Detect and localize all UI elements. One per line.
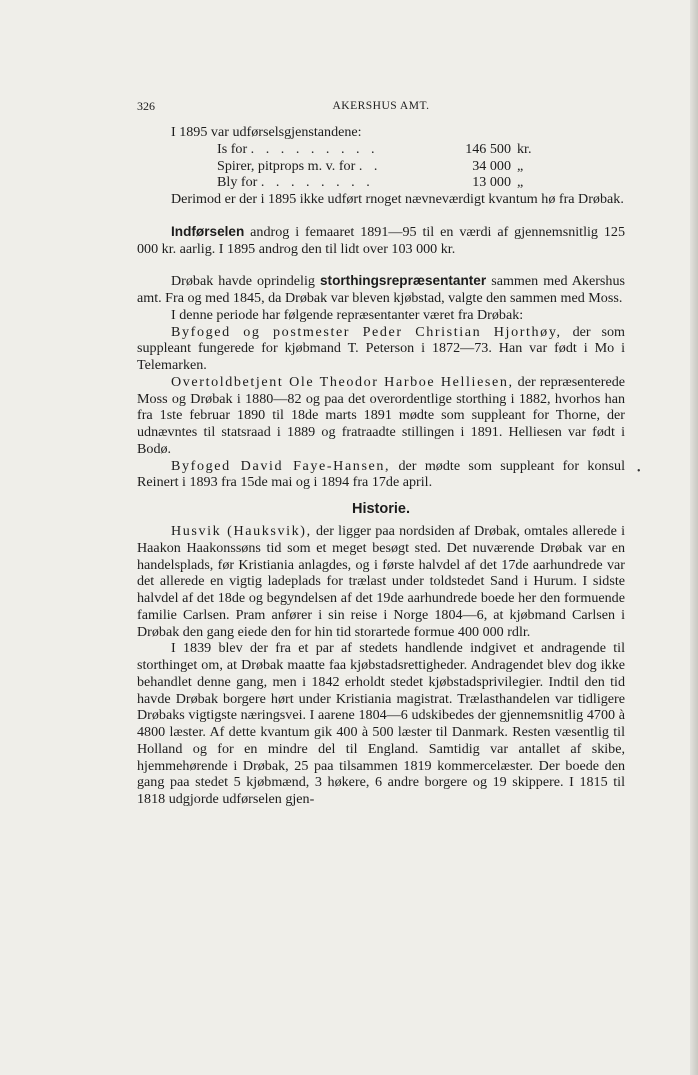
export-amount: 146 500 xyxy=(465,140,511,157)
place-name: Husvik (Hauksvik), xyxy=(171,523,312,539)
exports-intro: I 1895 var udførselsgjenstandene: xyxy=(171,124,362,140)
representative-entry: Byfoged og postmester Peder Christian Hjorthøy, der som suppleant fungerede for kjøbmand T. Peterson i 1872—73. Han var født i Mo i Telemarken. xyxy=(137,323,625,373)
export-label: Is for . . . . . . . . . xyxy=(217,140,379,157)
representative-name: Overtoldbetjent Ole Theodor Harboe Helliesen, xyxy=(171,373,514,390)
running-title: AKERSHUS AMT. xyxy=(332,100,430,112)
running-head xyxy=(137,99,625,117)
export-unit: „ xyxy=(517,174,524,191)
history-paragraph: Husvik (Hauksvik), der ligger paa nordsiden af Drøbak, omtales allerede i Haakon Haakonssøns tid som et meget besøgt sted. Det nuværende Drøbak var en handelsplads, før Kristiania anlagdes, og i første halvdel af det 17de aarhundrede var det allerede en vigtig ladeplads for trælast under toldstedet Sand i Hurum. I sidste halvdel af det 18de og begyndelsen af det 19de aarhundrede boede her den formuende familie Carlsen. Pram anfører i sin reise i Norge 1804—6, at kjøbmand Carlsen i Drøbak den gang eiede den for hin tid storartede formue 400 000 rdlr. xyxy=(137,523,625,640)
import-term: Indførselen xyxy=(171,223,245,239)
representatives-list-intro: I denne periode har følgende repræsentanter været fra Drøbak: xyxy=(171,306,524,323)
representatives-intro: Drøbak havde oprindelig storthingsrepræsentanter sammen med Akershus amt. Fra og med 1845, da Drøbak var bleven kjøbstad, valgte den sammen med Moss. xyxy=(137,273,625,306)
page-number: 326 xyxy=(137,99,155,113)
export-amount: 13 000 xyxy=(472,174,511,191)
representative-name: Byfoged og postmester Peder Christian Hjorthøy, xyxy=(171,323,562,340)
import-paragraph: Indførselen androg i femaaret 1891—95 til en værdi af gjennemsnitlig 125 000 kr. aarlig. I 1895 androg den til lidt over 103 000 kr. xyxy=(137,223,625,257)
export-unit: kr. xyxy=(517,140,532,157)
print-speck: • xyxy=(637,466,641,477)
representatives-term: storthingsrepræsentanter xyxy=(319,273,487,289)
history-paragraph: I 1839 blev der fra et par af stedets handlende indgivet et andragende til storthinget om, at Drøbak maatte faa kjøbstadsrettigheder. Andragendet blev dog ikke behandlet denne gang, men i 1842 erholdt stedet kjøbstadsprivilegier. Indtil den tid havde Drøbak borgere hørt under Kristiania magistrat. Trælasthandelen var tidligere Drøbaks vigtigste næringsvei. I aarene 1804—6 udskibedes der gjennemsnitlig 4700 à 4800 læster. Af dette kvantum gik 400 à 500 læster til Danmark. Resten væsentlig til Holland og for en mindre del til England. Samtidig var antallet af skibe, hjemmehørende i Drøbak, 25 paa tilsammen 1819 kommercelæster. Der boede den gang paa stedet 5 kjøbmænd, 3 høkere, 6 andre borgere og 19 skippere. I 1815 til 1818 udgjorde udførselen gjen- xyxy=(137,640,625,807)
export-row xyxy=(217,158,625,175)
representative-entry: Byfoged David Faye-Hansen, der mødte som suppleant for konsul Reinert i 1893 fra 15de mai og i 1894 fra 17de april. xyxy=(137,457,625,491)
export-row xyxy=(217,141,625,158)
exports-note: Derimod er der i 1895 ikke udført rnoget nævneværdigt kvantum hø fra Drøbak. xyxy=(171,191,624,207)
representative-name: Byfoged David Faye-Hansen, xyxy=(171,457,391,474)
exports-list xyxy=(137,141,625,191)
section-heading-history: Historie. xyxy=(351,501,410,517)
export-amount: 34 000 xyxy=(472,157,511,174)
page-body xyxy=(137,124,625,808)
export-row xyxy=(217,174,625,191)
page-edge-shadow xyxy=(690,0,698,1075)
representative-entry: Overtoldbetjent Ole Theodor Harboe Helliesen, der repræsenterede Moss og Drøbak i 1880—82 og paa det overordentlige storthing i 1882, hvorhos han fra 1ste februar 1890 til 18de marts 1891 mødte som suppleant for Thorne, der udnævntes til statsraad i 1889 og fratraadte stillingen i 1891. Helliesen var født i Bodø. xyxy=(137,373,625,457)
export-label: Spirer, pitprops m. v. for . . xyxy=(217,157,382,174)
export-unit: „ xyxy=(517,157,524,174)
export-label: Bly for . . . . . . . . xyxy=(217,174,374,191)
